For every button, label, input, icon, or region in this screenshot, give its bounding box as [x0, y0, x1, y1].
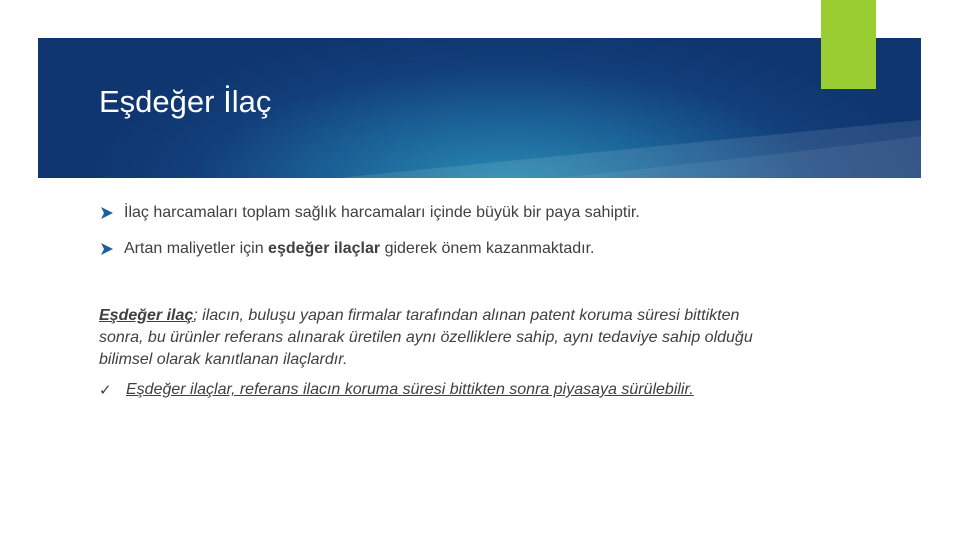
- checkmark-icon: ✓: [99, 382, 112, 399]
- bullet-text-start: Artan maliyetler için: [124, 240, 269, 257]
- bullet-text-end: giderek önem kazanmaktadır.: [380, 240, 595, 257]
- accent-bar: [821, 0, 876, 89]
- diamond-bullet-icon: [101, 207, 113, 219]
- definition-paragraph: [99, 305, 779, 371]
- check-item-text: Eşdeğer ilaçlar, referans ilacın koruma süresi bittikten sonra piyasaya sürülebilir.: [126, 381, 694, 398]
- definition-text: ; ilacın, buluşu yapan firmalar tarafından alınan patent koruma süresi bittikten sonra, bu ürünler referans alınarak üretilen aynı özelliklere sahip, aynı tedaviye sahip olduğu bilimsel olarak kanıtlanan ilaçlardır.: [99, 307, 753, 368]
- bullet-text: İlaç harcamaları toplam sağlık harcamaları içinde büyük bir paya sahiptir.: [124, 204, 640, 221]
- bullet-text: [124, 240, 594, 258]
- definition-term: Eşdeğer ilaç: [99, 307, 194, 324]
- slide-title: Eşdeğer İlaç: [99, 84, 272, 119]
- bullet-text-emphasis: eşdeğer ilaçlar: [268, 240, 381, 257]
- diamond-bullet-icon: [101, 243, 113, 255]
